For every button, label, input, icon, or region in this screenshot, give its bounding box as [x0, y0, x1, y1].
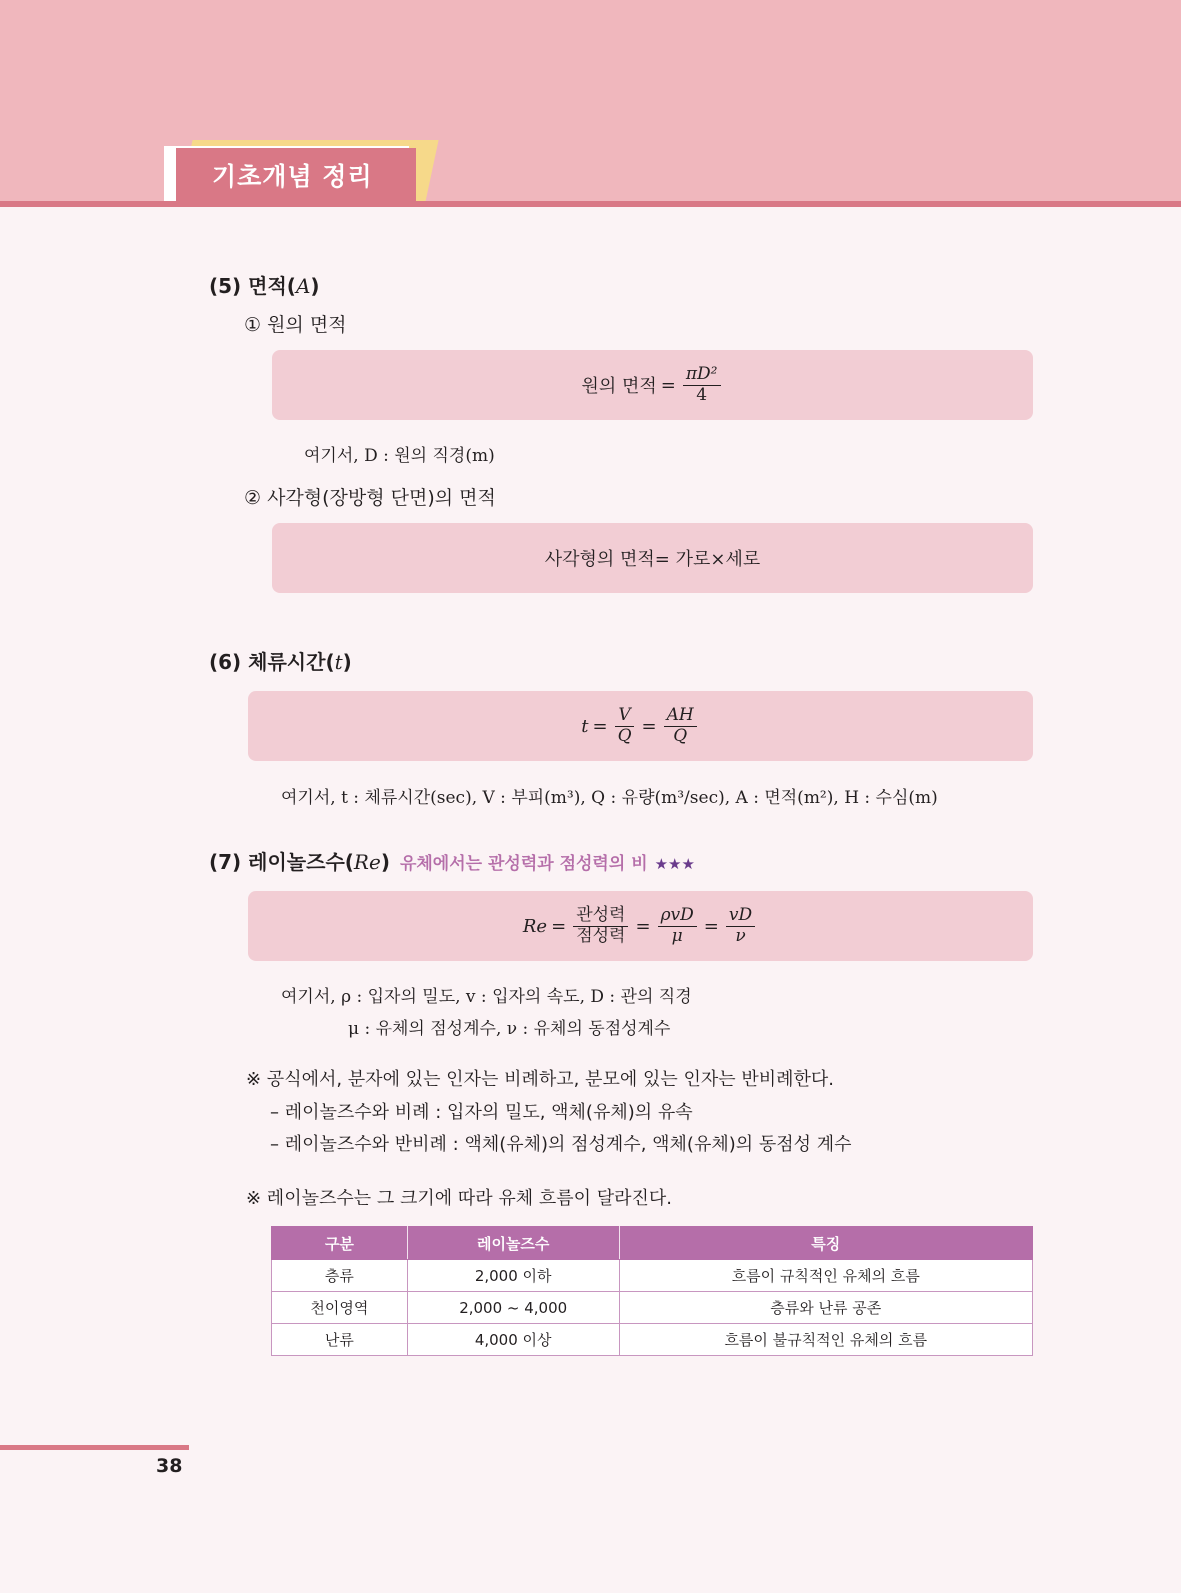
table-cell: 2,000 이하	[407, 1260, 619, 1292]
formula-retention-time: t = $\frac{V}{Q}$ = $\frac{AH}{Q}$	[248, 691, 1033, 761]
table-cell: 4,000 이상	[407, 1324, 619, 1356]
page-number: 38	[156, 1455, 183, 1477]
importance-stars: ★★★	[654, 855, 695, 873]
section5-note1: 여기서, D : 원의 직경(m)	[304, 446, 495, 466]
reynolds-table	[271, 1226, 1033, 1356]
table-row	[272, 1292, 1033, 1324]
section6-title: (6) 체류시간(t)	[209, 650, 352, 674]
section7-note-line2: μ : 유체의 점성계수, ν : 유체의 동점성계수	[348, 1019, 671, 1039]
table-cell: 층류	[272, 1260, 408, 1292]
remark-2: ※ 레이놀즈수는 그 크기에 따라 유체 흐름이 달라진다.	[246, 1188, 673, 1209]
table-cell: 난류	[272, 1324, 408, 1356]
remark-1a: – 레이놀즈수와 비례 : 입자의 밀도, 액체(유체)의 유속	[270, 1102, 693, 1123]
table-header-row	[272, 1227, 1033, 1260]
table-header: 구분	[272, 1227, 408, 1260]
formula-circle-area: 원의 면적 = $\frac{\text{πD²}}{4}$	[272, 350, 1033, 420]
table-header: 특징	[619, 1227, 1032, 1260]
section5-item1: ① 원의 면적	[244, 314, 347, 336]
formula-reynolds: Re = $\frac{\text{관성력}}{\text{점성력}}$ = $\frac{\text{ρvD}}{\mu}$ = $\frac{vD}{\nu}$	[248, 891, 1033, 961]
remark-1b: – 레이놀즈수와 반비례 : 액체(유체)의 점성계수, 액체(유체)의 동점성 계수	[270, 1134, 852, 1155]
table-cell: 2,000 ~ 4,000	[407, 1292, 619, 1324]
section5-title: (5) 면적(A)	[209, 274, 320, 298]
fraction: $\frac{AH}{Q}$	[664, 706, 697, 746]
section7-note-line1: 여기서, ρ : 입자의 밀도, v : 입자의 속도, D : 관의 직경	[281, 987, 692, 1007]
fraction: $\frac{vD}{\nu}$	[726, 906, 755, 946]
remark-1: ※ 공식에서, 분자에 있는 인자는 비례하고, 분모에 있는 인자는 반비례한다.	[246, 1069, 834, 1090]
table-cell: 층류와 난류 공존	[619, 1292, 1032, 1324]
section7-title: (7) 레이놀즈수(Re) 유체에서는 관성력과 점성력의 비 ★★★	[209, 850, 695, 874]
section5-item2: ② 사각형(장방형 단면)의 면적	[244, 487, 496, 509]
header-divider	[0, 201, 1181, 207]
section-tab-title: 기초개념 정리	[212, 162, 373, 191]
section-tab	[176, 148, 416, 202]
table-cell: 흐름이 불규칙적인 유체의 흐름	[619, 1324, 1032, 1356]
fraction: $\frac{V}{Q}$	[615, 706, 635, 746]
table-cell: 천이영역	[272, 1292, 408, 1324]
section6-note: 여기서, t : 체류시간(sec), V : 부피(m³), Q : 유량(m³/sec), A : 면적(m²), H : 수심(m)	[281, 788, 938, 808]
table-header: 레이놀즈수	[407, 1227, 619, 1260]
fraction: $\frac{\text{ρvD}}{\mu}$	[658, 906, 697, 946]
table-row	[272, 1260, 1033, 1292]
section7-highlight: 유체에서는 관성력과 점성력의 비	[399, 854, 648, 874]
fraction: $\frac{\text{πD²}}{4}$	[683, 365, 721, 405]
table-row	[272, 1324, 1033, 1356]
footer-divider	[0, 1445, 189, 1450]
table-cell: 흐름이 규칙적인 유체의 흐름	[619, 1260, 1032, 1292]
formula-rect-area: 사각형의 면적= 가로×세로	[272, 523, 1033, 593]
fraction: $\frac{\text{관성력}}{\text{점성력}}$	[573, 906, 628, 946]
